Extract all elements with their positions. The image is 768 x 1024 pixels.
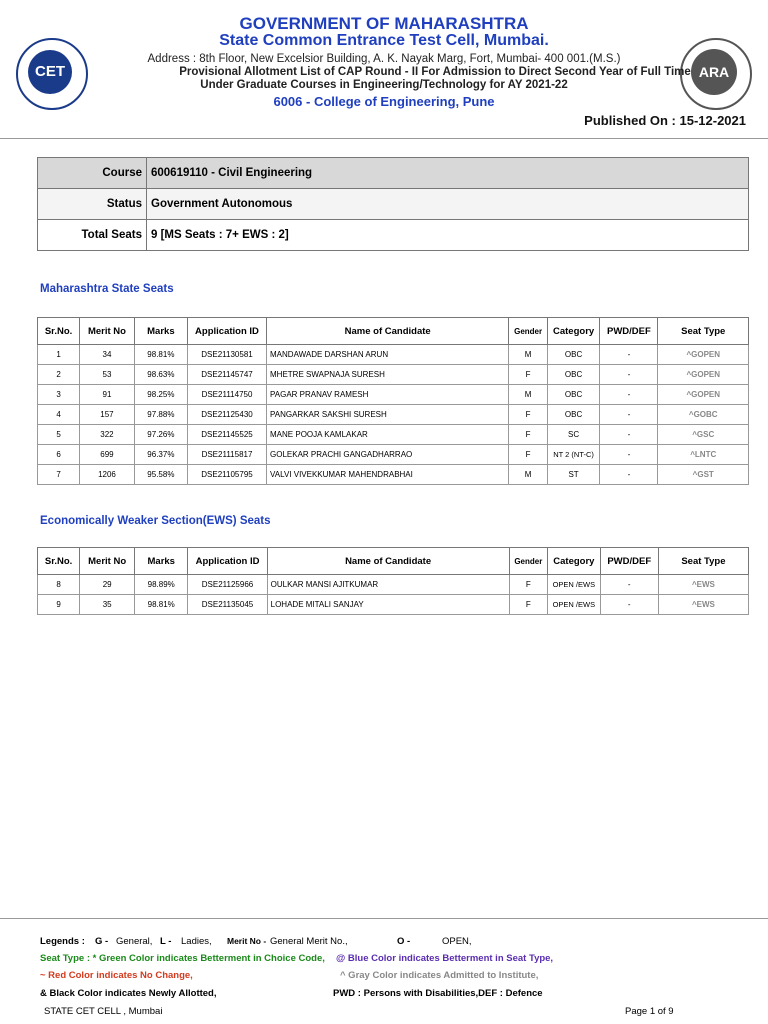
published-date: Published On : 15-12-2021: [584, 113, 746, 128]
col-header-category: Category: [547, 318, 599, 345]
seats-row: [38, 220, 749, 251]
marks: 97.26%: [134, 425, 187, 445]
col-header-marks: Marks: [135, 548, 188, 575]
seat-type: ^LNTC: [658, 445, 749, 465]
cell-title: State Common Entrance Test Cell, Mumbai.: [219, 32, 549, 49]
col-header-pwd-def: PWD/DEF: [600, 548, 658, 575]
legend-o: O -: [397, 936, 411, 947]
seats-value: 9 [MS Seats : 7+ EWS : 2]: [147, 220, 749, 251]
header-divider: [0, 138, 768, 139]
application-id: DSE21115817: [187, 445, 266, 465]
legend-l: L -: [160, 936, 172, 947]
seat-type: ^GOPEN: [658, 345, 749, 365]
category: SC: [547, 425, 599, 445]
category: OBC: [547, 405, 599, 425]
pwd-def: -: [600, 465, 658, 485]
candidate-name: OULKAR MANSI AJITKUMAR: [267, 575, 509, 595]
col-header-marks: Marks: [134, 318, 187, 345]
provisional-line-2: Under Graduate Courses in Engineering/Technology for AY 2021-22: [200, 79, 568, 91]
col-header-merit-no: Merit No: [80, 318, 135, 345]
legend-green: Seat Type : * Green Color indicates Betterment in Choice Code,: [40, 953, 325, 964]
candidate-name: GOLEKAR PRACHI GANGADHARRAO: [267, 445, 509, 465]
marks: 97.88%: [134, 405, 187, 425]
col-header-category: Category: [548, 548, 601, 575]
merit-no: 157: [80, 405, 135, 425]
pwd-def: -: [600, 595, 658, 615]
provisional-line-1: Provisional Allotment List of CAP Round - II For Admission to Direct Second Year of Full Time: [179, 66, 691, 78]
sr-no: 8: [38, 575, 80, 595]
application-id: DSE21105795: [187, 465, 266, 485]
course-value: 600619110 - Civil Engineering: [147, 158, 749, 189]
table-row: [38, 595, 749, 615]
status-row: [38, 189, 749, 220]
seat-type: ^GOPEN: [658, 365, 749, 385]
seat-type: ^GSC: [658, 425, 749, 445]
application-id: DSE21125430: [187, 405, 266, 425]
sr-no: 5: [38, 425, 80, 445]
sr-no: 9: [38, 595, 80, 615]
application-id: DSE21145525: [187, 425, 266, 445]
header-row: [38, 548, 749, 575]
merit-no: 322: [80, 425, 135, 445]
table-row: [38, 445, 749, 465]
seat-type: ^GOPEN: [658, 385, 749, 405]
category: NT 2 (NT-C): [547, 445, 599, 465]
pwd-def: -: [600, 345, 658, 365]
category: OBC: [547, 365, 599, 385]
col-header-sr-no: Sr.No.: [38, 548, 80, 575]
col-header-gender: Gender: [509, 318, 548, 345]
page-number: Page 1 of 9: [625, 1006, 674, 1017]
seat-type: ^EWS: [658, 595, 748, 615]
merit-no: 53: [80, 365, 135, 385]
seats-label: Total Seats: [38, 220, 147, 251]
candidate-name: MANE POOJA KAMLAKAR: [267, 425, 509, 445]
pwd-def: -: [600, 575, 658, 595]
table-row: [38, 575, 749, 595]
merit-no: 1206: [80, 465, 135, 485]
seat-type: ^EWS: [658, 575, 748, 595]
status-value: Government Autonomous: [147, 189, 749, 220]
legend-merit-no: Merit No -: [227, 936, 267, 946]
legend-gray: ^ Gray Color indicates Admitted to Institute,: [340, 970, 539, 981]
legend-merit-desc: General Merit No.,: [270, 936, 348, 947]
marks: 95.58%: [134, 465, 187, 485]
table-row: [38, 405, 749, 425]
course-row: [38, 158, 749, 189]
application-id: DSE21145747: [187, 365, 266, 385]
gender: M: [509, 385, 548, 405]
gender: F: [509, 575, 548, 595]
candidate-name: LOHADE MITALI SANJAY: [267, 595, 509, 615]
category: OBC: [547, 345, 599, 365]
pwd-def: -: [600, 445, 658, 465]
ms-section-title: Maharashtra State Seats: [40, 283, 174, 295]
table-row: [38, 365, 749, 385]
application-id: DSE21114750: [187, 385, 266, 405]
col-header-sr-no: Sr.No.: [38, 318, 80, 345]
merit-no: 699: [80, 445, 135, 465]
legend-general: General,: [116, 936, 153, 947]
category: OPEN /EWS: [548, 595, 601, 615]
header-row: [38, 318, 749, 345]
marks: 98.81%: [134, 345, 187, 365]
gender: M: [509, 465, 548, 485]
ews-section-title: Economically Weaker Section(EWS) Seats: [40, 515, 271, 527]
merit-no: 29: [80, 575, 135, 595]
merit-no: 35: [80, 595, 135, 615]
candidate-name: PANGARKAR SAKSHI SURESH: [267, 405, 509, 425]
legend-open: OPEN,: [442, 936, 472, 947]
gender: F: [509, 365, 548, 385]
marks: 98.25%: [134, 385, 187, 405]
category: ST: [547, 465, 599, 485]
sr-no: 1: [38, 345, 80, 365]
table-row: [38, 465, 749, 485]
footer-cell: STATE CET CELL , Mumbai: [44, 1006, 163, 1017]
candidate-name: MHETRE SWAPNAJA SURESH: [267, 365, 509, 385]
sr-no: 4: [38, 405, 80, 425]
ews-seats-table: [37, 547, 749, 615]
application-id: DSE21125966: [188, 575, 267, 595]
seat-type: ^GOBC: [658, 405, 749, 425]
ara-logo-text: ARA: [691, 49, 737, 95]
candidate-name: VALVI VIVEKKUMAR MAHENDRABHAI: [267, 465, 509, 485]
table-row: [38, 345, 749, 365]
category: OBC: [547, 385, 599, 405]
course-label: Course: [38, 158, 147, 189]
col-header-pwd-def: PWD/DEF: [600, 318, 658, 345]
merit-no: 91: [80, 385, 135, 405]
col-header-application-id: Application ID: [187, 318, 266, 345]
col-header-application-id: Application ID: [188, 548, 267, 575]
col-header-merit-no: Merit No: [80, 548, 135, 575]
marks: 98.81%: [135, 595, 188, 615]
sr-no: 7: [38, 465, 80, 485]
address: Address : 8th Floor, New Excelsior Building, A. K. Nayak Marg, Fort, Mumbai- 400 001.(M.S.): [147, 53, 621, 65]
gender: M: [509, 345, 548, 365]
col-header-seat-type: Seat Type: [658, 318, 749, 345]
pwd-def: -: [600, 405, 658, 425]
pwd-def: -: [600, 385, 658, 405]
category: OPEN /EWS: [548, 575, 601, 595]
marks: 98.89%: [135, 575, 188, 595]
col-header-seat-type: Seat Type: [658, 548, 748, 575]
marks: 96.37%: [134, 445, 187, 465]
sr-no: 6: [38, 445, 80, 465]
merit-no: 34: [80, 345, 135, 365]
application-id: DSE21130581: [187, 345, 266, 365]
pwd-def: -: [600, 425, 658, 445]
pwd-def: -: [600, 365, 658, 385]
legend-ladies: Ladies,: [181, 936, 212, 947]
gov-title: GOVERNMENT OF MAHARASHTRA: [239, 14, 529, 33]
legend-red: ~ Red Color indicates No Change,: [40, 970, 193, 981]
candidate-name: MANDAWADE DARSHAN ARUN: [267, 345, 509, 365]
status-label: Status: [38, 189, 147, 220]
col-header-candidate-name: Name of Candidate: [267, 318, 509, 345]
marks: 98.63%: [134, 365, 187, 385]
candidate-name: PAGAR PRANAV RAMESH: [267, 385, 509, 405]
legends-label: Legends :: [40, 936, 85, 947]
application-id: DSE21135045: [188, 595, 267, 615]
col-header-gender: Gender: [509, 548, 548, 575]
table-row: [38, 385, 749, 405]
college-name: 6006 - College of Engineering, Pune: [273, 94, 495, 109]
gender: F: [509, 445, 548, 465]
gender: F: [509, 405, 548, 425]
legend-g: G -: [95, 936, 109, 947]
seat-type: ^GST: [658, 465, 749, 485]
table-row: [38, 425, 749, 445]
legend-pwd: PWD : Persons with Disabilities,DEF : Defence: [333, 988, 543, 999]
gender: F: [509, 595, 548, 615]
course-info-table: [37, 157, 749, 251]
legend-blue: @ Blue Color indicates Betterment in Seat Type,: [336, 953, 554, 964]
ms-seats-table: [37, 317, 749, 485]
footer-divider: [0, 918, 768, 919]
sr-no: 3: [38, 385, 80, 405]
col-header-candidate-name: Name of Candidate: [267, 548, 509, 575]
legend-black: & Black Color indicates Newly Allotted,: [40, 988, 217, 999]
cet-logo-text: CET: [28, 50, 72, 94]
sr-no: 2: [38, 365, 80, 385]
gender: F: [509, 425, 548, 445]
